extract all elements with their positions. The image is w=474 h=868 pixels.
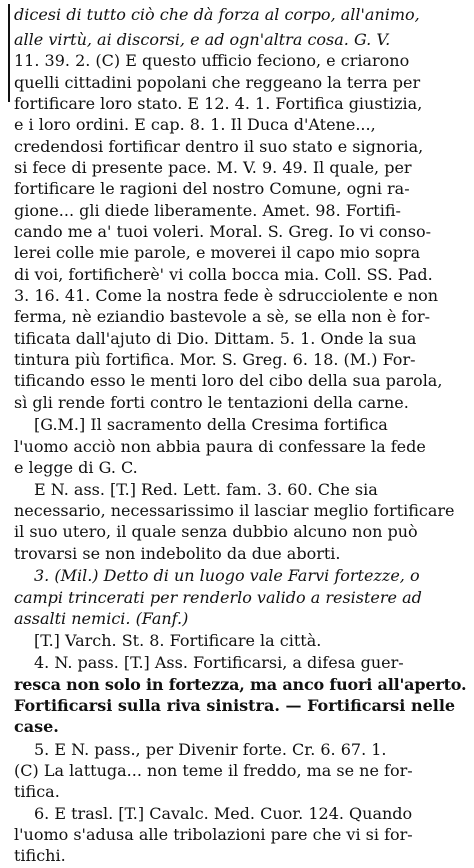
text-line-34: case. <box>14 717 59 736</box>
text-line-28: campi trincerati per renderlo valido a resistere ad <box>14 588 422 607</box>
text-line-12: lerei colle mie parole, e moverei il capo mio sopra <box>14 243 421 262</box>
text-line-1: dicesi di tutto ciò che dà forza al corpo, all'animo, <box>14 5 420 24</box>
text-line-40: tifichi. <box>14 846 66 865</box>
text-line-2: alle virtù, ai discorsi, e ad ogn'altra cosa. G. V. <box>14 30 391 49</box>
margin-rule <box>8 4 10 102</box>
text-line-27: 3. (Mil.) Detto di un luogo vale Farvi fortezze, o <box>34 566 420 585</box>
text-line-13: di voi, fortificherè' vi colla bocca mia. Coll. SS. Pad. <box>14 265 433 284</box>
text-line-32: resca non solo in fortezza, ma anco fuori all'aperto. <box>14 675 467 694</box>
text-line-30: [T.] Varch. St. 8. Fortificare la città. <box>34 631 322 650</box>
text-line-8: si fece di presente pace. M. V. 9. 49. Il quale, per <box>14 158 412 177</box>
text-line-21: l'uomo acciò non abbia paura di confessare la fede <box>14 437 426 456</box>
text-line-7: credendosi fortificar dentro il suo stato e signoria, <box>14 137 424 156</box>
text-line-39: l'uomo s'adusa alle tribolazioni pare che vi si for- <box>14 825 413 844</box>
text-line-9: fortificare le ragioni del nostro Comune, ogni ra- <box>14 179 410 198</box>
text-line-5: fortificare loro stato. E 12. 4. 1. Fortifica giustizia, <box>14 94 423 113</box>
text-line-22: e legge di G. C. <box>14 458 138 477</box>
text-line-38: 6. E trasl. [T.] Cavalc. Med. Cuor. 124. Quando <box>34 804 413 823</box>
text-line-24: necessario, necessarissimo il lasciar meglio fortificare <box>14 501 455 520</box>
text-line-37: tifica. <box>14 782 60 801</box>
text-line-11: cando me a' tuoi voleri. Moral. S. Greg. Io vi conso- <box>14 222 432 241</box>
text-line-18: tificando esso le menti loro del cibo della sua parola, <box>14 371 443 390</box>
text-line-4: quelli cittadini popolani che reggeano la terra per <box>14 73 421 92</box>
text-line-16: tificata dall'ajuto di Dio. Dittam. 5. 1. Onde la sua <box>14 329 417 348</box>
text-line-33: Fortificarsi sulla riva sinistra. — Fortificarsi nelle <box>14 696 456 715</box>
text-line-15: ferma, nè eziandio bastevole a sè, se ella non è for- <box>14 307 431 326</box>
text-line-31: 4. N. pass. [T.] Ass. Fortificarsi, a difesa guer- <box>34 653 404 672</box>
text-line-20: [G.M.] Il sacramento della Cresima fortifica <box>34 415 388 434</box>
text-line-3: 11. 39. 2. (C) E questo ufficio feciono, e criarono <box>14 51 410 70</box>
text-line-14: 3. 16. 41. Come la nostra fede è sdrucciolente e non <box>14 286 439 305</box>
text-line-19: sì gli rende forti contro le tentazioni della carne. <box>14 393 409 412</box>
text-line-35: 5. E N. pass., per Divenir forte. Cr. 6. 67. 1. <box>34 740 387 759</box>
text-line-29: assalti nemici. (Fanf.) <box>14 609 189 628</box>
text-line-26: trovarsi se non indebolito da due aborti. <box>14 544 341 563</box>
text-line-10: gione... gli diede liberamente. Amet. 98. Fortifi- <box>14 201 401 220</box>
text-line-25: il suo utero, il quale senza dubbio alcuno non può <box>14 522 418 541</box>
text-line-17: tintura più fortifica. Mor. S. Greg. 6. 18. (M.) For- <box>14 350 416 369</box>
text-line-6: e i loro ordini. E cap. 8. 1. Il Duca d'Atene..., <box>14 115 376 134</box>
text-line-36: (C) La lattuga... non teme il freddo, ma se ne for- <box>14 761 413 780</box>
text-line-23: E N. ass. [T.] Red. Lett. fam. 3. 60. Che sia <box>34 480 378 499</box>
